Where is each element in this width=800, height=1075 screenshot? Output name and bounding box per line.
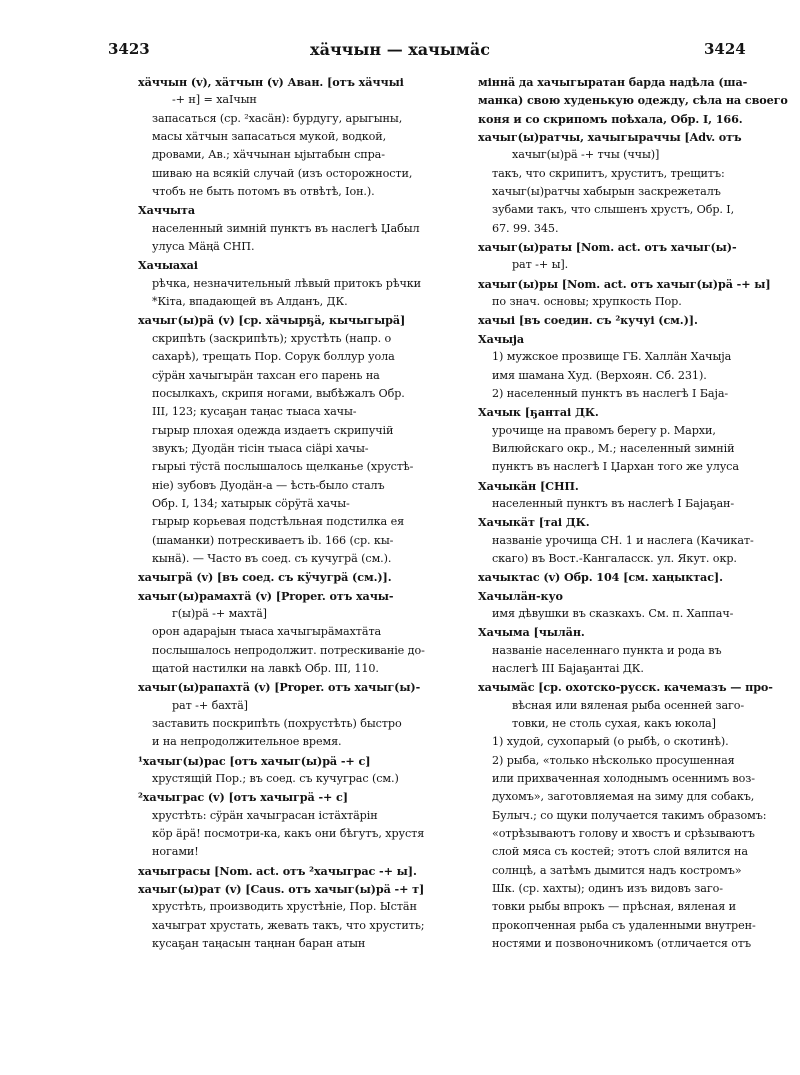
text-line: Вилюйскаго окр., М.; населенный зимній xyxy=(492,441,735,455)
text-line: гырыр плохая одежда издаетъ скрипучій xyxy=(152,423,394,437)
text-line: Хачылäн-куо xyxy=(478,588,563,603)
text-line: кынä). — Часто въ соед. съ кучугрä (см.). xyxy=(152,551,392,565)
text-line: кусаҕан таңасын таңнан баран атын xyxy=(152,937,366,951)
text-line: сÿрäн хачыгырäн тахсан его парень на xyxy=(152,368,380,382)
text-line: кöр äрä! посмотри-ка, какъ они бѣгутъ, хрустя xyxy=(152,827,425,841)
text-line: ніе) зубовъ Дуодäн-а — ѣсть-было сталъ xyxy=(152,478,385,492)
text-line: имя дѣвушки въ сказкахъ. См. п. Хаппач- xyxy=(492,606,734,620)
text-line: міннä да хачыгыратан барда надѣла (ша- xyxy=(478,75,748,89)
text-line: скаго) въ Вост.-Кангаласск. ул. Якут. окр. xyxy=(492,551,737,565)
text-line: запасаться (ср. ²хасäн): бурдугу, арыгыны, xyxy=(152,111,403,125)
text-line: хачыг(ы)рамахтä (v) [Proper. отъ хачы- xyxy=(138,588,394,603)
text-line: вѣсная или вяленая рыба осенней заго- xyxy=(512,698,745,712)
text-line: хачыг(ы)раты [Nom. act. отъ хачыг(ы)- xyxy=(478,240,737,255)
text-line: прокопченная рыба съ удаленными внутрен- xyxy=(492,918,756,932)
text-line: скрипѣть (заскрипѣть); хрустѣть (напр. о xyxy=(152,331,392,345)
text-line: зубами такъ, что слышенъ хрустъ, Обр. I, xyxy=(492,203,735,217)
text-line: хачыг(ы)рат (v) [Caus. отъ хачыг(ы)рä -+ т] xyxy=(138,882,425,897)
text-line: хачыг(ы)ратчы, хачыгыраччы [Adv. отъ xyxy=(478,130,742,145)
text-line: дровами, Ав.; хäччынан ыјытабын спра- xyxy=(152,148,385,162)
text-line: хачыг(ы)ратчы хабырын заскрежеталъ xyxy=(492,185,721,199)
text-line: Хаччыта xyxy=(138,203,196,218)
text-line: чтобъ не быть потомъ въ отвѣтѣ, Іон.). xyxy=(152,185,375,199)
text-line: хрустящій Пор.; въ соед. съ кучуграс (см.) xyxy=(152,772,399,786)
text-line: Шк. (ср. хахты); одинъ изъ видовъ заго- xyxy=(492,882,723,896)
text-line: Обр. I, 134; хатырык сöрÿтä хачы- xyxy=(152,496,350,510)
text-line: звукъ; Дуодäн тісін тыаса сіäрі хачы- xyxy=(152,441,369,455)
text-line: солнцѣ, а затѣмъ дымится надъ костромъ» xyxy=(492,863,742,877)
text-line: гырыі тÿстä послышалось щелканье (хрустѣ- xyxy=(152,460,414,474)
text-line: Хачыкäн [СНП. xyxy=(478,478,579,493)
text-line: «отрѣзываютъ голову и хвостъ и срѣзываютъ xyxy=(492,827,755,841)
page-number-right: 3424 xyxy=(704,40,746,58)
page-number-left: 3423 xyxy=(108,40,150,58)
text-line: Хачыахаі xyxy=(138,258,198,273)
text-line: населенный пунктъ въ наслегѣ I Бајаҕан- xyxy=(492,496,735,510)
text-line: хачыг(ы)рä -+ тчы (ччы)] xyxy=(512,148,660,162)
text-line: хачыг(ы)ры [Nom. act. отъ хачыг(ы)рä -+ ы] xyxy=(478,276,771,291)
text-line: ностями и позвоночникомъ (отличается отъ xyxy=(492,937,752,951)
text-line: 1) худой, сухопарый (о рыбѣ, о скотинѣ). xyxy=(492,735,729,749)
text-line: 2) рыба, «только нѣсколько просушенная xyxy=(492,753,735,767)
text-line: *Кіта, впадающей въ Алданъ, ДК. xyxy=(152,295,348,309)
text-line: и на непродолжительное время. xyxy=(152,735,342,749)
text-line: коня и со скрипомъ поѣхала, Обр. I, 166. xyxy=(478,111,743,126)
text-line: ²хачыграс (v) [отъ хачыгрä -+ с] xyxy=(138,790,348,805)
text-line: рѣчка, незначительный лѣвый притокъ рѣчки xyxy=(152,276,422,290)
text-line: такъ, что скрипитъ, хруститъ, трещитъ: xyxy=(492,166,725,180)
text-line: хäччын (v), хäтчын (v) Аван. [отъ хäччыі xyxy=(138,75,404,89)
text-line: послышалось непродолжит. потрескиваніе до- xyxy=(152,643,425,657)
left-column xyxy=(138,73,466,954)
text-line: хрустѣть: сÿрäн хачыграсан істäхтäрін xyxy=(152,808,378,822)
text-line: наслегѣ III Бајаҕантаі ДК. xyxy=(492,662,644,675)
text-line: ногами! xyxy=(152,845,199,859)
text-line: орон адарајын тыаса хачыгырäмахтäта xyxy=(152,625,382,639)
text-line: хрустѣть, производить хрустѣніе, Пор. Ыстäн xyxy=(152,900,417,914)
text-line: ¹хачыг(ы)рас [отъ хачыг(ы)рä -+ с] xyxy=(138,753,371,768)
text-line: хачыг(ы)рапахтä (v) [Proper. отъ хачыг(ы)- xyxy=(138,680,421,695)
text-line: 1) мужское прозвище ГБ. Халлäн Хачыја xyxy=(492,350,732,364)
text-line: слой мяса съ костей; этотъ слой вялится на xyxy=(492,845,748,859)
page-header xyxy=(0,0,800,70)
text-line: названіе урочища СН. 1 и наслега (Качикат- xyxy=(492,533,754,547)
text-line: 2) населенный пунктъ въ наслегѣ I Баја- xyxy=(492,386,729,400)
text-line: урочище на правомъ берегу р. Мархи, xyxy=(492,423,716,437)
text-line: улуса Мäңä СНП. xyxy=(152,240,255,254)
text-line: хачымäс [ср. охотско-русск. качемазъ — про- xyxy=(478,680,773,695)
text-line: заставить поскрипѣть (похрустѣть) быстро xyxy=(152,717,402,731)
text-line: III, 123; кусаҕан таңас тыаса хачы- xyxy=(152,405,357,419)
text-line: населенный зимній пунктъ въ наслегѣ Џабыл xyxy=(152,221,420,235)
text-line: Хачыкäт [таі ДК. xyxy=(478,515,590,530)
text-line: -+ н] = хаIчын xyxy=(172,93,257,107)
text-line: масы хäтчын запасаться мукой, водкой, xyxy=(152,130,387,144)
right-column xyxy=(478,73,798,954)
text-line: названіе населеннаго пункта и рода въ xyxy=(492,643,722,657)
text-line: пунктъ въ наслегѣ I Џархан того же улуса xyxy=(492,460,739,474)
text-line: гырыр корьевая подстѣльная подстилка ея xyxy=(152,515,405,529)
text-line: хачыг(ы)рä (v) [ср. хäчырҕä, кычыгырä] xyxy=(138,313,406,328)
text-line: (шаманки) потрескиваетъ ib. 166 (ср. кы- xyxy=(152,533,394,547)
text-line: сахарѣ), трещать Пор. Сорук боллур уола xyxy=(152,350,395,364)
text-line: посылкахъ, скрипя ногами, выбѣжалъ Обр. xyxy=(152,386,405,400)
text-line: манка) свою худенькую одежду, сѣла на своего xyxy=(478,93,788,108)
text-line: хачыграт хрустать, жевать такъ, что хрустить; xyxy=(152,918,425,932)
text-line: Хачык [ҕантаі ДК. xyxy=(478,405,599,420)
text-line: или прихваченная холоднымъ осеннимъ воз- xyxy=(492,772,755,786)
text-line: по знач. основы; хрупкость Пор. xyxy=(492,295,682,309)
text-line: хачыктас (v) Обр. 104 [см. хаңыктас]. xyxy=(478,570,723,585)
text-line: товки, не столь сухая, какъ юкола] xyxy=(512,717,716,731)
text-line: Хачыма [чылäн. xyxy=(478,625,585,640)
text-line: духомъ», заготовляемая на зиму для собакъ, xyxy=(492,790,755,804)
text-line: рат -+ бахтä] xyxy=(172,698,248,712)
text-line: имя шамана Худ. (Верхоян. Сб. 231). xyxy=(492,368,707,382)
running-title: хäччын — хачымäс xyxy=(310,40,490,59)
text-line: г(ы)рä -+ махтä] xyxy=(172,606,267,620)
text-line: щатой настилки на лавкѣ Обр. III, 110. xyxy=(152,662,379,675)
text-line: Булыч.; со щуки получается такимъ образомъ: xyxy=(492,808,767,822)
text-line: шиваю на всякій случай (изъ осторожности, xyxy=(152,166,413,180)
text-line: рат -+ ы]. xyxy=(512,258,569,272)
text-line: товки рыбы впрокъ — прѣсная, вяленая и xyxy=(492,900,736,914)
text-line: хачыгрä (v) [въ соед. съ кÿчугрä (см.)]. xyxy=(138,570,392,585)
text-line: хачыграсы [Nom. act. отъ ²хачыграс -+ ы]. xyxy=(138,863,417,878)
text-line: хачыі [въ соедин. съ ²кучуі (см.)]. xyxy=(478,313,698,328)
text-line: Хачыја xyxy=(478,331,525,346)
text-line: 67. 99. 345. xyxy=(492,221,559,235)
